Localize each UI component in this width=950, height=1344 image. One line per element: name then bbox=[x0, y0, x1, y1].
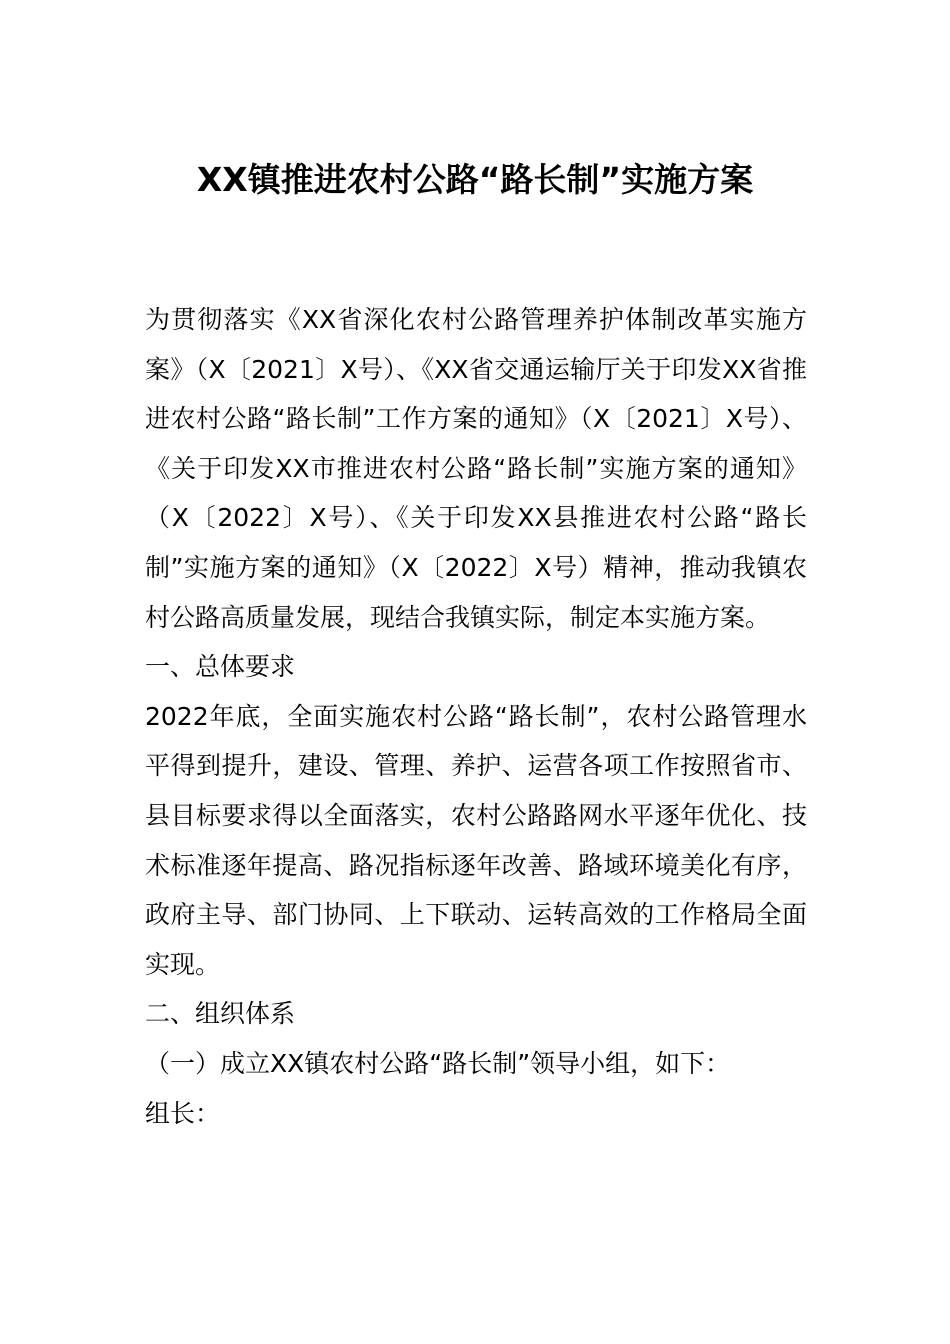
intro-paragraph: 为贯彻落实《XX省深化农村公路管理养护体制改革实施方案》（X〔2021〕X号）、《XX省交通运输厅关于印发XX省推进农村公路“路长制”工作方案的通知》（X〔2021〕X号）、《关于印发XX市推进农村公路“路长制”实施方案的通知》（X〔2022〕X号）、《关于印发XX县推进农村公路“路长制”实施方案的通知》（X〔2022〕X号）精神，推动我镇农村公路高质量发展，现结合我镇实际，制定本实施方案。 bbox=[145, 305, 807, 632]
section-heading-organization: 二、组织体系 bbox=[145, 999, 296, 1029]
document-body bbox=[145, 295, 807, 1138]
group-leader-label: 组长： bbox=[145, 1098, 221, 1128]
section-heading-overall-requirements: 一、总体要求 bbox=[145, 652, 296, 682]
overall-requirements-paragraph: 2022年底，全面实施农村公路“路长制”，农村公路管理水平得到提升，建设、管理、养护、运营各项工作按照省市、县目标要求得以全面落实，农村公路路网水平逐年优化、技术标准逐年提高、路况指标逐年改善、路域环境美化有序，政府主导、部门协同、上下联动、运转高效的工作格局全面实现。 bbox=[145, 701, 807, 979]
document-title: XX镇推进农村公路“路长制”实施方案 bbox=[196, 160, 754, 199]
subsection-leading-group: （一）成立XX镇农村公路“路长制”领导小组，如下： bbox=[145, 1048, 731, 1078]
